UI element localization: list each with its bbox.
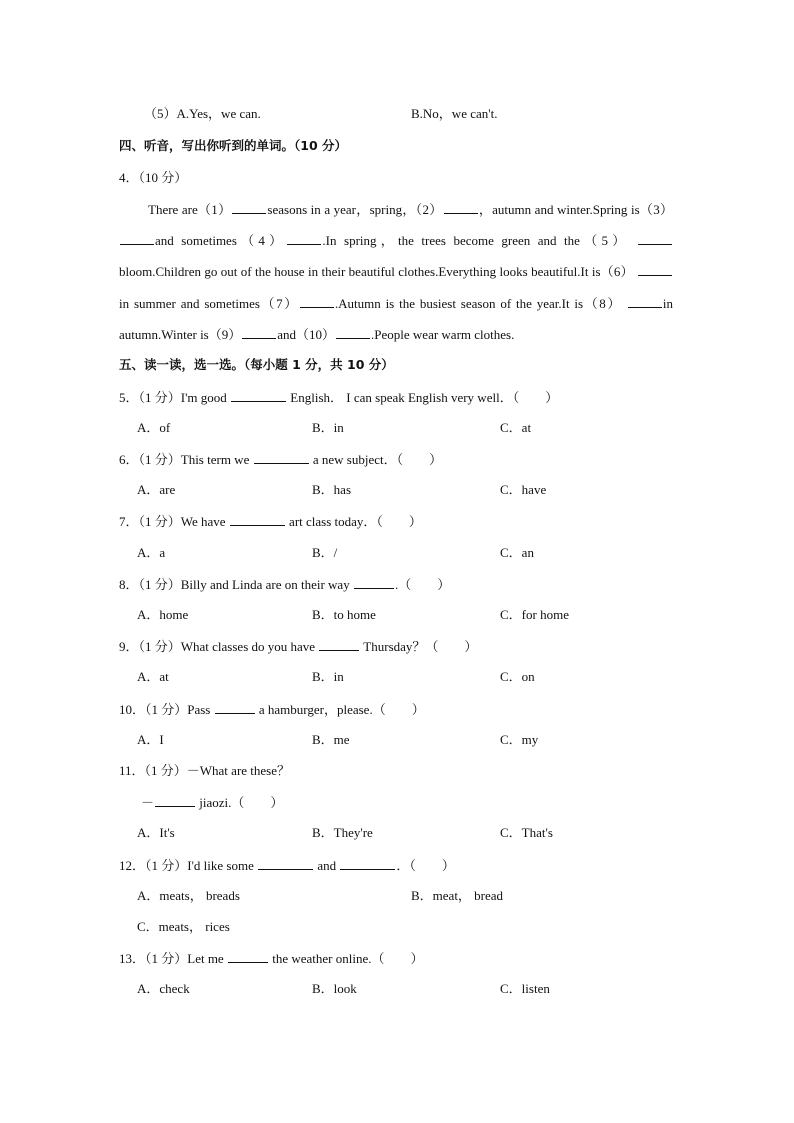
- question-text: the weather online.（ ）: [268, 951, 424, 966]
- passage-text: .Autumn is the busiest season of the year.It is（8）: [334, 295, 623, 311]
- question-text: 10．（1 分）Pass: [119, 702, 214, 717]
- q11-option-b[interactable]: B．They're: [312, 825, 373, 840]
- q6-option-c[interactable]: C．have: [500, 482, 547, 497]
- question-text: a new subject．（ ）: [309, 452, 443, 467]
- question-text: 8．（1 分）Billy and Linda are on their way: [119, 577, 353, 592]
- question-text: Thursday？（ ）: [360, 639, 478, 654]
- answer-blank-9[interactable]: [242, 326, 276, 339]
- q5-option-a[interactable]: A．of: [137, 420, 171, 435]
- question-5: [119, 389, 558, 406]
- question-12: [119, 857, 455, 874]
- answer-blank[interactable]: [319, 638, 359, 651]
- q12-option-c[interactable]: C．meats， rices: [137, 919, 230, 934]
- question-text: 13．（1 分）Let me: [119, 951, 227, 966]
- passage-text: in summer and sometimes（7）: [119, 295, 299, 311]
- question-text: 12．（1 分）I'd like some: [119, 858, 258, 873]
- q9-option-b[interactable]: B．in: [312, 669, 344, 684]
- passage-text: seasons in a year，spring，（2）: [267, 202, 443, 217]
- answer-blank[interactable]: [231, 389, 286, 402]
- answer-blank[interactable]: [230, 513, 285, 526]
- question-text: and: [314, 858, 340, 873]
- passage-text: .In spring，the trees become green and the（5）: [322, 233, 630, 249]
- answer-blank-8[interactable]: [628, 295, 662, 308]
- q10-option-a[interactable]: A．I: [137, 732, 164, 747]
- q12-option-b[interactable]: B．meat， bread: [411, 888, 504, 903]
- answer-blank[interactable]: [258, 857, 313, 870]
- q8-option-b[interactable]: B．to home: [312, 607, 376, 622]
- answer-blank-3[interactable]: [120, 232, 154, 245]
- question-11-reply: [141, 794, 283, 811]
- question-text: 7．（1 分）We have: [119, 514, 229, 529]
- q9-option-c[interactable]: C．on: [500, 669, 535, 684]
- question-text: English． I can speak English very well．（ ）: [287, 390, 559, 405]
- question-text: －: [141, 795, 155, 810]
- q6-option-a[interactable]: A．are: [137, 482, 176, 497]
- q13-option-c[interactable]: C．listen: [500, 981, 550, 996]
- q7-option-b[interactable]: B．/: [312, 545, 338, 560]
- q5-option-b[interactable]: B．in: [312, 420, 344, 435]
- passage-text: .People wear warm clothes.: [371, 326, 515, 342]
- question-10: [119, 701, 425, 718]
- question-text: jiaozi.（ ）: [196, 795, 284, 810]
- q13-option-b[interactable]: B．look: [312, 981, 357, 996]
- q10-option-c[interactable]: C．my: [500, 732, 539, 747]
- question-9: [119, 638, 477, 655]
- q11-option-c[interactable]: C．That's: [500, 825, 553, 840]
- passage-text: and（10）: [277, 326, 336, 342]
- q10-option-b[interactable]: B．me: [312, 732, 350, 747]
- passage-text: bloom.Children go out of the house in their beautiful clothes.Everything looks beautiful.It is（6）: [119, 264, 634, 280]
- question-text: .（ ）: [394, 577, 451, 592]
- q8-option-c[interactable]: C．for home: [500, 607, 569, 622]
- q6-option-b[interactable]: B．has: [312, 482, 352, 497]
- question-text: 6．（1 分）This term we: [119, 452, 253, 467]
- answer-blank[interactable]: [254, 451, 309, 464]
- answer-blank[interactable]: [155, 794, 195, 807]
- section-5-heading: 五、读一读，选一选。（每小题 1 分，共 10 分）: [119, 357, 394, 372]
- q7-option-a[interactable]: A．a: [137, 545, 166, 560]
- q9-option-a[interactable]: A．at: [137, 669, 169, 684]
- q3-option-5a: （5）A.Yes，we can.: [144, 106, 261, 121]
- question-text: 9．（1 分）What classes do you have: [119, 639, 319, 654]
- answer-blank-4[interactable]: [287, 232, 321, 245]
- passage-text: in autumn.Winter is（9）: [119, 295, 673, 342]
- passage-text: and sometimes（4）: [155, 233, 287, 249]
- question-7: [119, 513, 422, 530]
- question-text: 5．（1 分）I'm good: [119, 390, 231, 405]
- q4-passage: [119, 194, 673, 350]
- answer-blank[interactable]: [354, 576, 394, 589]
- q8-option-a[interactable]: A．home: [137, 607, 189, 622]
- passage-text: ，autumn and winter.Spring is（3）: [478, 202, 674, 217]
- question-text: art class today．（ ）: [285, 514, 422, 529]
- answer-blank-5[interactable]: [638, 232, 672, 245]
- question-text: a hamburger，please.（ ）: [255, 702, 425, 717]
- question-6: [119, 451, 442, 468]
- q12-option-a[interactable]: A．meats， breads: [137, 888, 240, 903]
- passage-text: There are（1）: [148, 202, 232, 217]
- q7-option-c[interactable]: C．an: [500, 545, 534, 560]
- question-8: [119, 576, 450, 593]
- answer-blank[interactable]: [215, 701, 255, 714]
- answer-blank-7[interactable]: [300, 295, 334, 308]
- q11-option-a[interactable]: A．It's: [137, 825, 175, 840]
- q13-option-a[interactable]: A．check: [137, 981, 190, 996]
- section-4-heading: 四、听音，写出你听到的单词。（10 分）: [119, 138, 347, 153]
- answer-blank-10[interactable]: [336, 326, 370, 339]
- q5-option-c[interactable]: C．at: [500, 420, 532, 435]
- answer-blank[interactable]: [340, 857, 395, 870]
- question-11: 11．（1 分）－What are these？: [119, 763, 290, 778]
- question-text: ．（ ）: [396, 858, 455, 873]
- question-13: [119, 950, 423, 967]
- answer-blank-6[interactable]: [638, 263, 672, 276]
- q3-option-5b: B.No，we can't.: [411, 106, 498, 121]
- answer-blank-2[interactable]: [444, 201, 478, 214]
- answer-blank[interactable]: [228, 950, 268, 963]
- answer-blank-1[interactable]: [232, 201, 266, 214]
- q4-stem: 4．（10 分）: [119, 170, 188, 185]
